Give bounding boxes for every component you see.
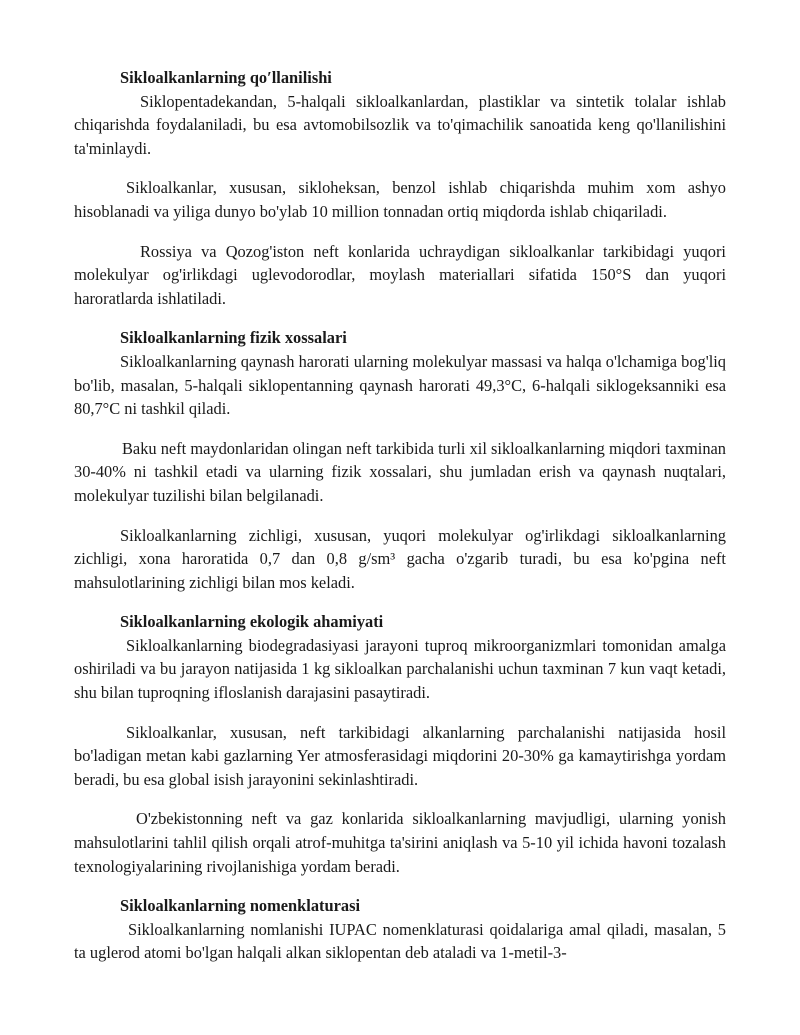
- paragraph: Siklopentadekandan, 5-halqali sikloalkanlardan, plastiklar va sintetik tolalar ishlab chiqarishda foydalaniladi, bu esa avtomobilsozlik va to'qimachilik sanoatida keng qo'llanilishini ta'minlaydi.: [74, 91, 726, 158]
- paragraph: Sikloalkanlarning zichligi, xususan, yuqori molekulyar og'irlikdagi sikloalkanlarning zichligi, xona haroratida 0,7 dan 0,8 g/sm³ gacha o'zgarib turadi, bu esa ko'pgina neft mahsulotlarining zichligi bilan mos keladi.: [74, 525, 726, 592]
- section-heading: Sikloalkanlarning nomenklaturasi: [120, 896, 361, 916]
- section-heading: Sikloalkanlarning ekologik ahamiyati: [120, 612, 384, 632]
- section-heading: Sikloalkanlarning fizik xossalari: [120, 328, 347, 348]
- section-heading: Sikloalkanlarning qo′llanilishi: [120, 68, 332, 87]
- section-physical-properties: [74, 326, 726, 594]
- paragraph: Sikloalkanlarning biodegradasiyasi jarayoni tuproq mikroorganizmlari tomonidan amalga oshiriladi va bu jarayon natijasida 1 kg sikloalkan parchalanishi uchun taxminan 7 kun vaqt ketadi, shu bilan tuproqning ifloslanish darajasini pasaytiradi.: [74, 635, 726, 703]
- paragraph: Sikloalkanlar, xususan, neft tarkibidagi alkanlarning parchalanishi natijasida hosil bo'ladigan metan kabi gazlarning Yer atmosferasidagi miqdorini 20-30% ga kamaytirishga yordam beradi, bu esa global isish jarayonini sekinlashtiradi.: [74, 722, 726, 789]
- section-nomenclature: [74, 894, 726, 965]
- document-page: [74, 66, 726, 981]
- paragraph: Sikloalkanlar, xususan, sikloheksan, benzol ishlab chiqarishda muhim xom ashyo hisoblanadi va yiliga dunyo bo'ylab 10 million tonnadan ortiq miqdorda ishlab chiqariladi.: [74, 178, 726, 221]
- paragraph: O'zbekistonning neft va gaz konlarida sikloalkanlarning mavjudligi, ularning yonish mahsulotlarini tahlil qilish orqali atrof-muhitga ta'sirini aniqlash va 5-10 yil ichida havoni tozalash texnologiyalarining rivojlanishiga yordam beradi.: [74, 809, 726, 876]
- paragraph: Rossiya va Qozog'iston neft konlarida uchraydigan sikloalkanlar tarkibidagi yuqori molekulyar og'irlikdagi uglevodorodlar, moylash materiallari sifatida 150°S dan yuqori haroratlarda ishlatiladi.: [74, 241, 726, 308]
- paragraph: Sikloalkanlarning qaynash harorati ularning molekulyar massasi va halqa o'lchamiga bog'liq bo'lib, masalan, 5-halqali siklopentanning qaynash harorati 49,3°C, 6-halqali siklogeksanniki esa 80,7°C ni tashkil qiladi.: [74, 351, 726, 419]
- section-applications: [74, 66, 726, 310]
- section-ecological-significance: [74, 610, 726, 878]
- paragraph: Baku neft maydonlaridan olingan neft tarkibida turli xil sikloalkanlarning miqdori taxminan 30-40% ni tashkil etadi va ularning fizik xossalari, shu jumladan erish va qaynash nuqtalari, molekulyar tuzilishi bilan belgilanadi.: [74, 438, 726, 505]
- paragraph: Sikloalkanlarning nomlanishi IUPAC nomenklaturasi qoidalariga amal qiladi, masalan, 5 ta uglerod atomi bo'lgan halqali alkan siklopentan deb ataladi va 1-metil-3-: [74, 919, 726, 963]
